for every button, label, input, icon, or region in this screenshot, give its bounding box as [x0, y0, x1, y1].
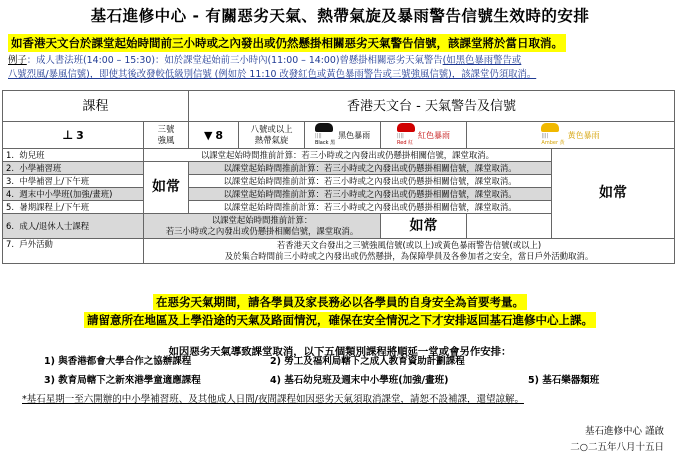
- t3-number: 3: [76, 128, 84, 142]
- rule-cell-1: 以課堂起始時間推前計算：若三小時或之內發出或仍懸掛相關信號，課堂取消。: [144, 149, 552, 162]
- signature: 基石進修中心 謹啟: [584, 426, 664, 437]
- course-row-1: 1. 幼兒班: [3, 149, 144, 162]
- rule-cell-3: 以課堂起始時間推前計算：若三小時或之內發出或仍懸掛相關信號，課堂取消。: [189, 175, 552, 188]
- outdoor-rule-cell: 若香港天文台發出之三號強風信號(或以上)或黃色暴雨警告信號(或以上) 及於集合時間前三小時或之內發出或仍然懸掛，為保障學員及各參加者之安全，當日戶外活動取消。: [144, 239, 675, 264]
- red-rain-icon: |||| Red 紅: [397, 123, 415, 148]
- page-title: 基石進修中心 - 有關惡劣天氣、熱帶氣旋及暴雨警告信號生效時的安排: [90, 7, 590, 25]
- t8-number: 8: [215, 128, 224, 142]
- course-row-7: 7. 戶外活動: [3, 239, 144, 264]
- example-block: [8, 54, 536, 82]
- rule-cell-5: 以課堂起始時間推前計算：若三小時或之內發出或仍懸掛相關信號，課堂取消。: [189, 201, 552, 214]
- course-name: 暑期課程上/下午班: [19, 201, 90, 212]
- signal-t3-cell: [3, 122, 144, 149]
- signal-red-cell: [381, 122, 467, 149]
- example-label: 例子: [8, 55, 27, 66]
- course-header: 課程: [3, 91, 189, 122]
- signal-header: 香港天文台 - 天氣警告及信號: [189, 91, 675, 122]
- t8-icon: ▼: [203, 128, 213, 142]
- amber-as-usual: 如常: [552, 149, 675, 239]
- example-text-c: 八號烈風/暴風信號)，即使其後改發較低級別信號 (例如於 11:10 改發紅色或黃色暴雨警告或三號強風信號)，該課堂仍須取消。: [8, 69, 537, 80]
- safety-notice-2: 請留意所在地區及上學沿途的天氣及路面情況，確保在安全情況之下才安排返回基石進修中心上課。: [0, 312, 680, 328]
- category-item-3: 3) 教育局轄下之新來港學童適應課程: [44, 375, 201, 386]
- rule-cell-2: 以課堂起始時間推前計算：若三小時或之內發出或仍懸掛相關信號，課堂取消。: [189, 162, 552, 175]
- category-item-4: 4) 基石幼兒班及週末中小學班(加強/畫班): [270, 375, 449, 386]
- category-item-5: 5) 基石樂器類班: [528, 375, 600, 386]
- t3-icon: ⊥: [62, 127, 74, 142]
- course-name: 成人/退休人士課程: [19, 220, 90, 231]
- category-item-1: 1) 與香港都會大學合作之協辦課程: [44, 356, 192, 367]
- course-name: 中學補習上/下午班: [19, 175, 90, 186]
- red-rain-label: 紅色暴雨: [418, 130, 451, 140]
- amber-rain-icon: |||| Amber 黃: [541, 123, 564, 148]
- course-row-4: 4. 週末中小學班(加強/畫班): [3, 188, 144, 201]
- footnote: *基石星期一至六開辦的中小學補習班、及其他成人日間/夜間課程如因惡劣天氣須取消課堂，請恕不設補課，還望諒解。: [22, 394, 524, 405]
- course-name: 小學補習班: [19, 162, 62, 173]
- course-row-5: 5. 暑期課程上/下午班: [3, 201, 144, 214]
- category-item-2: 2) 勞工及福利局轄下之成人教育資助計劃課程: [270, 356, 465, 367]
- course-name: 週末中小學班(加強/畫班): [19, 188, 113, 199]
- signal-t8-label: 八號或以上 熱帶氣旋: [239, 122, 305, 149]
- rule-cell-6: 以課堂起始時間推前計算： 若三小時或之內發出或仍懸掛相關信號，課堂取消。: [144, 214, 381, 239]
- signal-amber-cell: [467, 122, 675, 149]
- course-row-3: 3. 中學補習上/下午班: [3, 175, 144, 188]
- course-row-2: 2. 小學補習班: [3, 162, 144, 175]
- safety-notice-1: 在惡劣天氣期間，請各學員及家長務必以各學員的自身安全為首要考量。: [0, 294, 680, 310]
- amber-rain-label: 黃色暴雨: [567, 130, 600, 140]
- course-row-6: 6. 成人/退休人士課程: [3, 214, 144, 239]
- rule-cell-4: 以課堂起始時間推前計算：若三小時或之內發出或仍懸掛相關信號，課堂取消。: [189, 188, 552, 201]
- course-name: 幼兒班: [19, 149, 45, 160]
- red-as-usual: 如常: [381, 214, 467, 239]
- cancel-arrangement-title: 如因惡劣天氣導致課堂取消，以下五個類別課程將順延一堂或會另作安排：: [168, 346, 512, 358]
- course-name: 戶外活動: [19, 239, 53, 249]
- signal-black-cell: [305, 122, 381, 149]
- signal-t3-label: 三號 強風: [144, 122, 189, 149]
- issue-date: 二○二五年八月十五日: [570, 442, 664, 453]
- signal-t8-cell: [189, 122, 239, 149]
- weather-arrangement-table: [2, 90, 675, 264]
- main-rule: 如香港天文台於課堂起始時間前三小時或之內發出或仍然懸掛相關惡劣天氣警告信號，該課堂將於當日取消。: [8, 34, 566, 52]
- t3-as-usual: 如常: [144, 162, 189, 214]
- example-text-b: (如黑色暴雨警告或: [442, 55, 522, 66]
- black-rain-icon: |||| Black 黑: [315, 123, 335, 148]
- black-rain-label: 黑色暴雨: [338, 130, 371, 140]
- example-text-a: ：成人書法班(14:00 – 15:30)：如於課堂起始前三小時內(11:00 – 14:00)曾懸掛相關惡劣天氣警告: [26, 55, 443, 66]
